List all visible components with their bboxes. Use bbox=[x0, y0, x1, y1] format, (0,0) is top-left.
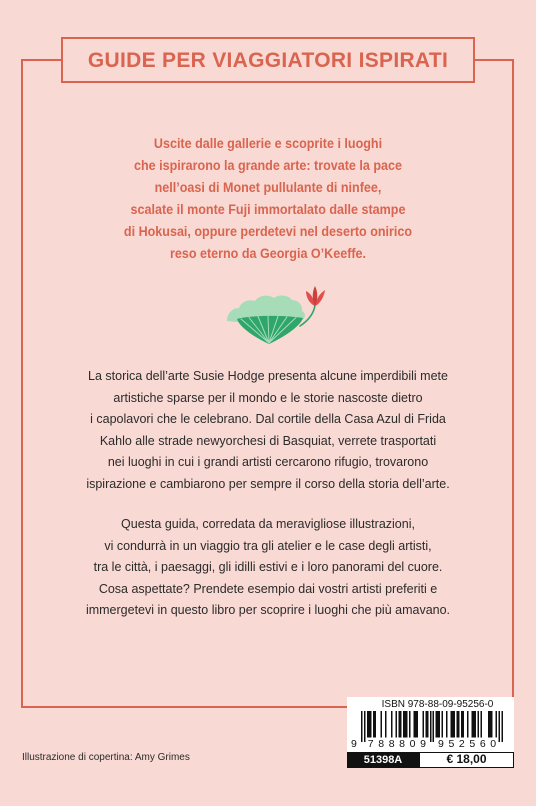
intro-line: che ispirarono la grande arte: trovate la pace bbox=[134, 158, 402, 173]
barcode-bar bbox=[422, 711, 423, 738]
description-line: artistiche sparse per il mondo e le storie nascoste dietro bbox=[113, 390, 423, 405]
barcode-bar bbox=[442, 711, 443, 738]
description-line: La storica dell’arte Susie Hodge presenta alcune imperdibili mete bbox=[88, 369, 448, 383]
series-title-box bbox=[61, 37, 475, 83]
water-lily-icon bbox=[220, 282, 332, 346]
barcode-bar bbox=[398, 711, 401, 738]
invitation-line: tra le città, i paesaggi, gli idilli estivi e i loro panorami del cuore. bbox=[93, 560, 443, 575]
barcode-bar bbox=[425, 711, 428, 738]
water-lily-illustration bbox=[220, 282, 332, 346]
barcode-bar bbox=[446, 711, 447, 738]
description-paragraph bbox=[0, 366, 536, 496]
barcode-bar bbox=[367, 711, 371, 738]
invitation-paragraph bbox=[0, 514, 536, 622]
barcode-first-digit: 9 bbox=[351, 738, 357, 750]
description-line: i capolavori che le celebrano. Dal cortile della Casa Azul di Frida bbox=[90, 412, 446, 427]
barcode-bar bbox=[488, 711, 492, 738]
description-line: ispirazione e cambiarono per sempre il corso della storia dell’arte. bbox=[86, 476, 450, 491]
barcode-bar bbox=[413, 711, 417, 738]
intro-line: nell’oasi di Monet pullulante di ninfee, bbox=[154, 180, 382, 195]
barcode-bar bbox=[380, 711, 381, 738]
barcode-bar bbox=[478, 711, 479, 738]
barcode-guard-bar bbox=[433, 711, 434, 742]
barcode-bar bbox=[403, 711, 407, 738]
barcode-left-digits: 788809 bbox=[367, 738, 431, 750]
invitation-line: vi condurrà in un viaggio tra gli atelier e le case degli artisti, bbox=[104, 538, 432, 553]
invitation-line: Questa guida, corredata da meravigliose illustrazioni, bbox=[121, 517, 415, 531]
barcode-bar bbox=[373, 711, 376, 738]
barcode-bar bbox=[385, 711, 386, 738]
barcode-bar bbox=[472, 711, 476, 738]
intro-line: Uscite dalle gallerie e scoprite i luoghi bbox=[153, 136, 383, 151]
intro-paragraph bbox=[0, 133, 536, 265]
barcode-bar bbox=[496, 711, 497, 738]
barcode-bar bbox=[391, 711, 392, 738]
barcode-bar bbox=[395, 711, 396, 738]
price-tag: € 18,00 bbox=[419, 752, 514, 768]
product-code: 51398A bbox=[347, 752, 419, 768]
description-line: nei luoghi in cui i grandi artisti cercarono rifugio, trovarono bbox=[107, 455, 429, 470]
intro-line: di Hokusai, oppure perdetevi nel deserto onirico bbox=[123, 224, 413, 239]
barcode-box bbox=[347, 697, 514, 752]
invitation-line: immergetevi in questo libro per scoprire i luoghi che più amavano. bbox=[85, 603, 451, 618]
barcode-guard-bar bbox=[361, 711, 362, 742]
isbn-label: ISBN 978-88-09-95256-0 bbox=[381, 699, 494, 710]
barcode-bar bbox=[409, 711, 410, 738]
barcode-bar bbox=[481, 711, 482, 738]
invitation-line: Cosa aspettate? Prendete esempio dai vostri artisti preferiti e bbox=[98, 581, 438, 596]
barcode-bar bbox=[461, 711, 464, 738]
barcode-guard-bar bbox=[502, 711, 503, 742]
illustration-credit: Illustrazione di copertina: Amy Grimes bbox=[22, 752, 190, 763]
barcode-right-digits: 952560 bbox=[438, 738, 501, 750]
barcode-bar bbox=[436, 711, 440, 738]
barcode-bar bbox=[451, 711, 455, 738]
barcode-bar bbox=[467, 711, 468, 738]
barcode-bar bbox=[457, 711, 460, 738]
barcode-guard-bar bbox=[364, 711, 365, 742]
series-title: GUIDE PER VIAGGIATORI ISPIRATI bbox=[87, 48, 449, 72]
intro-line: scalate il monte Fuji immortalato dalle stampe bbox=[130, 202, 406, 217]
intro-line: reso eterno da Georgia O’Keeffe. bbox=[169, 246, 367, 261]
description-line: Kahlo alle strade newyorchesi di Basquiat, verrete trasportati bbox=[99, 433, 437, 448]
